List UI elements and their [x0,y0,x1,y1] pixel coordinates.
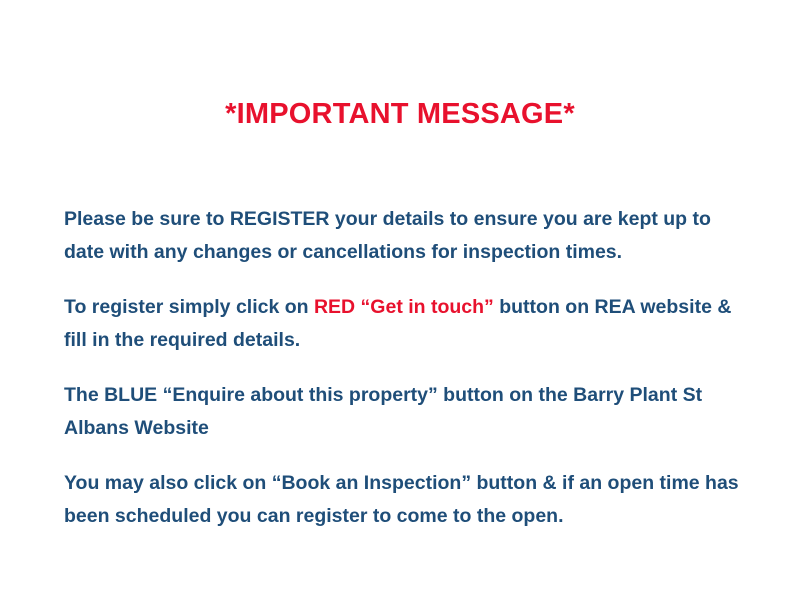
paragraph-book-an-inspection: You may also click on “Book an Inspection” button & if an open time has been scheduled you can register to come to the open. [64,472,739,527]
red-get-in-touch-label: RED “Get in touch” [313,296,494,318]
paragraph-get-in-touch-tail: button on REA website & fill in the required details. [64,296,732,351]
page-title: *IMPORTANT MESSAGE* [225,98,575,130]
paragraph-register-details: Please be sure to REGISTER your details to ensure you are kept up to date with any changes or cancellations for inspection times. [64,208,711,263]
paragraph-get-in-touch [64,291,744,357]
paragraph-enquire-about-property: The BLUE “Enquire about this property” button on the Barry Plant St Albans Website [64,384,703,439]
paragraph-get-in-touch-lead: To register simply click on [64,296,314,318]
slide-body [64,203,744,533]
